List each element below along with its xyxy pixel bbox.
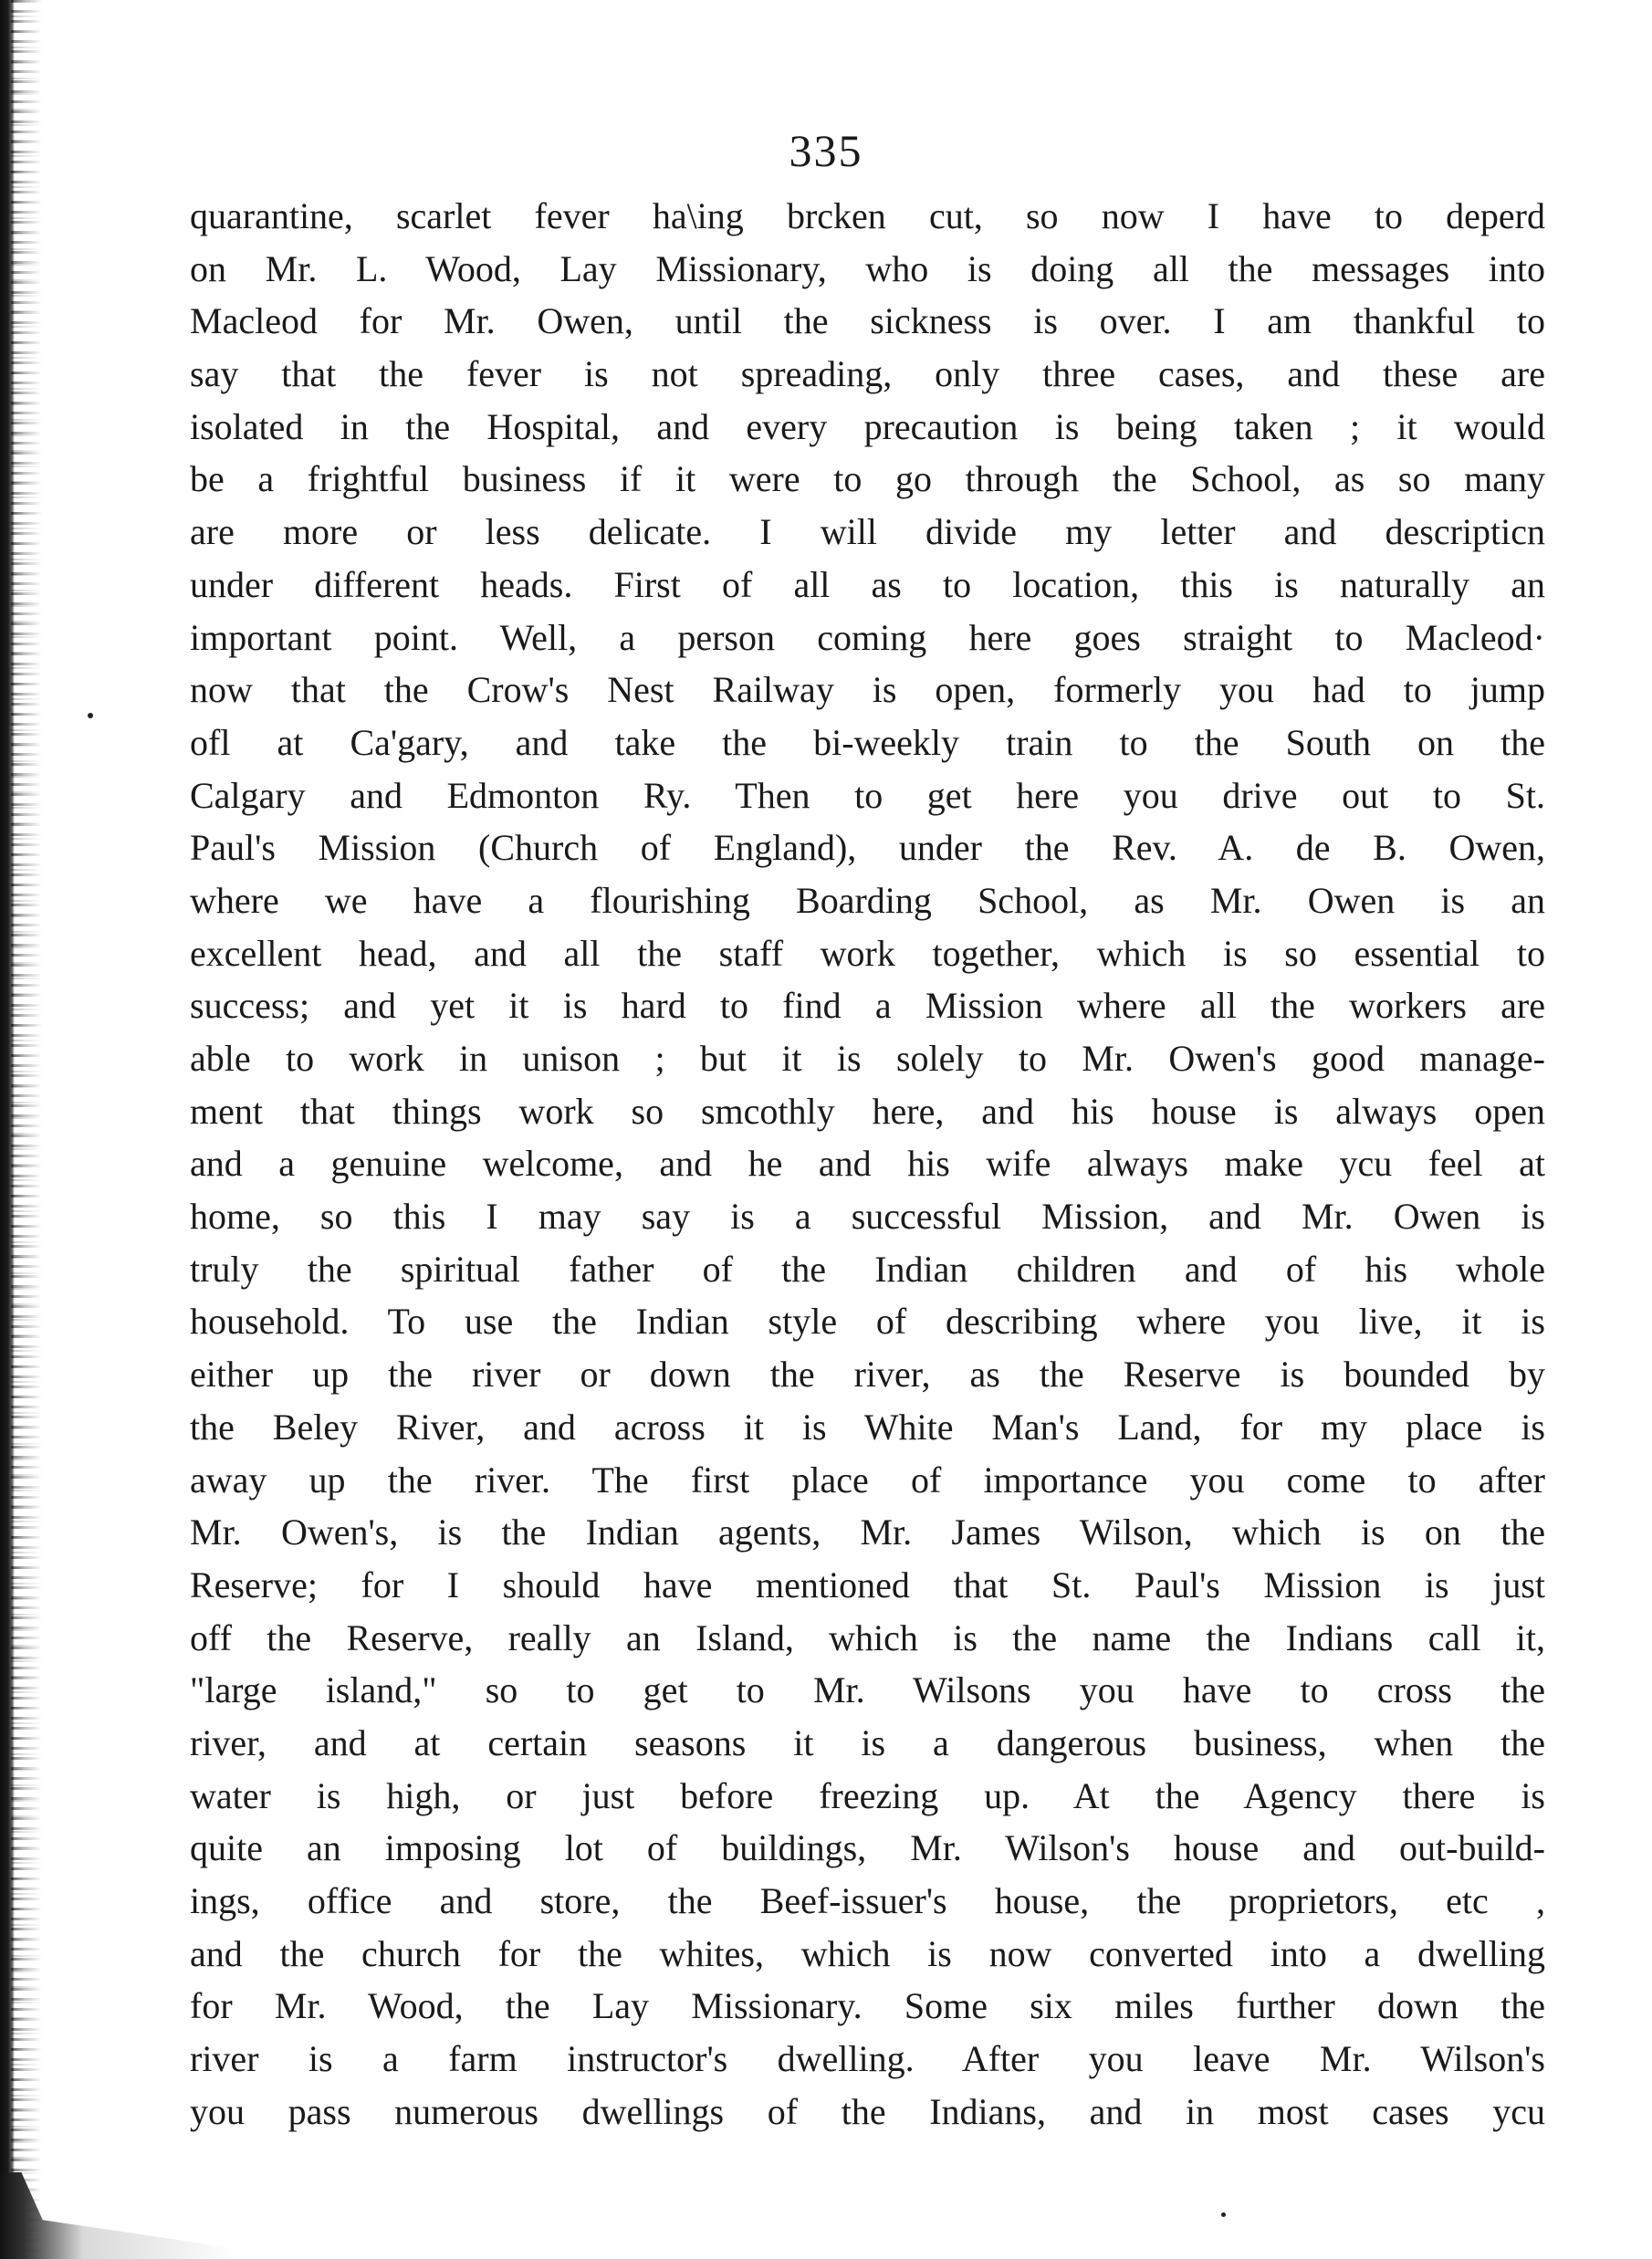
text-line: you pass numerous dwellings of the Indians, and in most cases ycu bbox=[190, 2090, 1545, 2132]
stray-ink-mark bbox=[88, 713, 93, 718]
text-line: Reserve; for I should have mentioned that St. Paul's Mission is just bbox=[190, 1564, 1545, 1605]
text-line: for Mr. Wood, the Lay Missionary. Some six miles further down the bbox=[190, 1985, 1545, 2027]
text-line: ofl at Ca'gary, and take the bi-weekly train to the South on the bbox=[190, 721, 1545, 763]
text-line: either up the river or down the river, as the Reserve is bounded by bbox=[190, 1354, 1545, 1396]
text-line: quarantine, scarlet fever ha\ing brcken cut, so now I have to deperd bbox=[190, 195, 1545, 236]
text-line: important point. Well, a person coming here goes straight to Macleod· bbox=[190, 616, 1545, 658]
text-line: the Beley River, and across it is White Man's Land, for my place is bbox=[190, 1406, 1545, 1448]
text-line: and the church for the whites, which is now converted into a dwelling bbox=[190, 1932, 1545, 1974]
text-line: able to work in unison ; but it is solely to Mr. Owen's good manage- bbox=[190, 1038, 1545, 1079]
text-line: household. To use the Indian style of describing where you live, it is bbox=[190, 1301, 1545, 1343]
text-line: where we have a flourishing Boarding School, as Mr. Owen is an bbox=[190, 879, 1545, 921]
text-line: water is high, or just before freezing up. At the Agency there is bbox=[190, 1774, 1545, 1816]
text-line: and a genuine welcome, and he and his wife always make ycu feel at bbox=[190, 1143, 1545, 1185]
stray-ink-mark bbox=[1221, 2212, 1226, 2217]
text-line: home, so this I may say is a successful Mission, and Mr. Owen is bbox=[190, 1196, 1545, 1238]
text-line: Mr. Owen's, is the Indian agents, Mr. James Wilson, which is on the bbox=[190, 1511, 1545, 1553]
body-text bbox=[190, 190, 1545, 2138]
text-line: river is a farm instructor's dwelling. After you leave Mr. Wilson's bbox=[190, 2038, 1545, 2080]
binding-edge-shadow bbox=[11, 0, 42, 2259]
text-line: ment that things work so smcothly here, and his house is always open bbox=[190, 1090, 1545, 1132]
text-line: on Mr. L. Wood, Lay Missionary, who is doing all the messages into bbox=[190, 247, 1545, 289]
text-line: truly the spiritual father of the Indian children and of his whole bbox=[190, 1248, 1545, 1290]
text-line: success; and yet it is hard to find a Mission where all the workers are bbox=[190, 985, 1545, 1027]
text-line: be a frightful business if it were to go through the School, as so many bbox=[190, 458, 1545, 500]
text-line: Macleod for Mr. Owen, until the sickness is over. I am thankful to bbox=[190, 300, 1545, 342]
text-line: "large island," so to get to Mr. Wilsons you have to cross the bbox=[190, 1669, 1545, 1711]
text-line: isolated in the Hospital, and every precaution is being taken ; it would bbox=[190, 405, 1545, 447]
text-line: excellent head, and all the staff work together, which is so essential to bbox=[190, 932, 1545, 974]
text-line: Paul's Mission (Church of England), under the Rev. A. de B. Owen, bbox=[190, 827, 1545, 869]
page-number: 335 bbox=[789, 125, 863, 176]
text-line: Calgary and Edmonton Ry. Then to get here you drive out to St. bbox=[190, 774, 1545, 816]
text-line: river, and at certain seasons it is a dangerous business, when the bbox=[190, 1721, 1545, 1763]
text-line: quite an imposing lot of buildings, Mr. Wilson's house and out-build- bbox=[190, 1827, 1545, 1869]
text-line: now that the Crow's Nest Railway is open, formerly you had to jump bbox=[190, 669, 1545, 711]
text-line: say that the fever is not spreading, only three cases, and these are bbox=[190, 353, 1545, 395]
text-line: ings, office and store, the Beef-issuer's house, the proprietors, etc , bbox=[190, 1880, 1545, 1921]
text-line: away up the river. The first place of importance you come to after bbox=[190, 1459, 1545, 1501]
text-line: are more or less delicate. I will divide my letter and descripticn bbox=[190, 511, 1545, 553]
text-line: under different heads. First of all as to location, this is naturally an bbox=[190, 563, 1545, 605]
text-line: off the Reserve, really an Island, which is the name the Indians call it, bbox=[190, 1616, 1545, 1658]
